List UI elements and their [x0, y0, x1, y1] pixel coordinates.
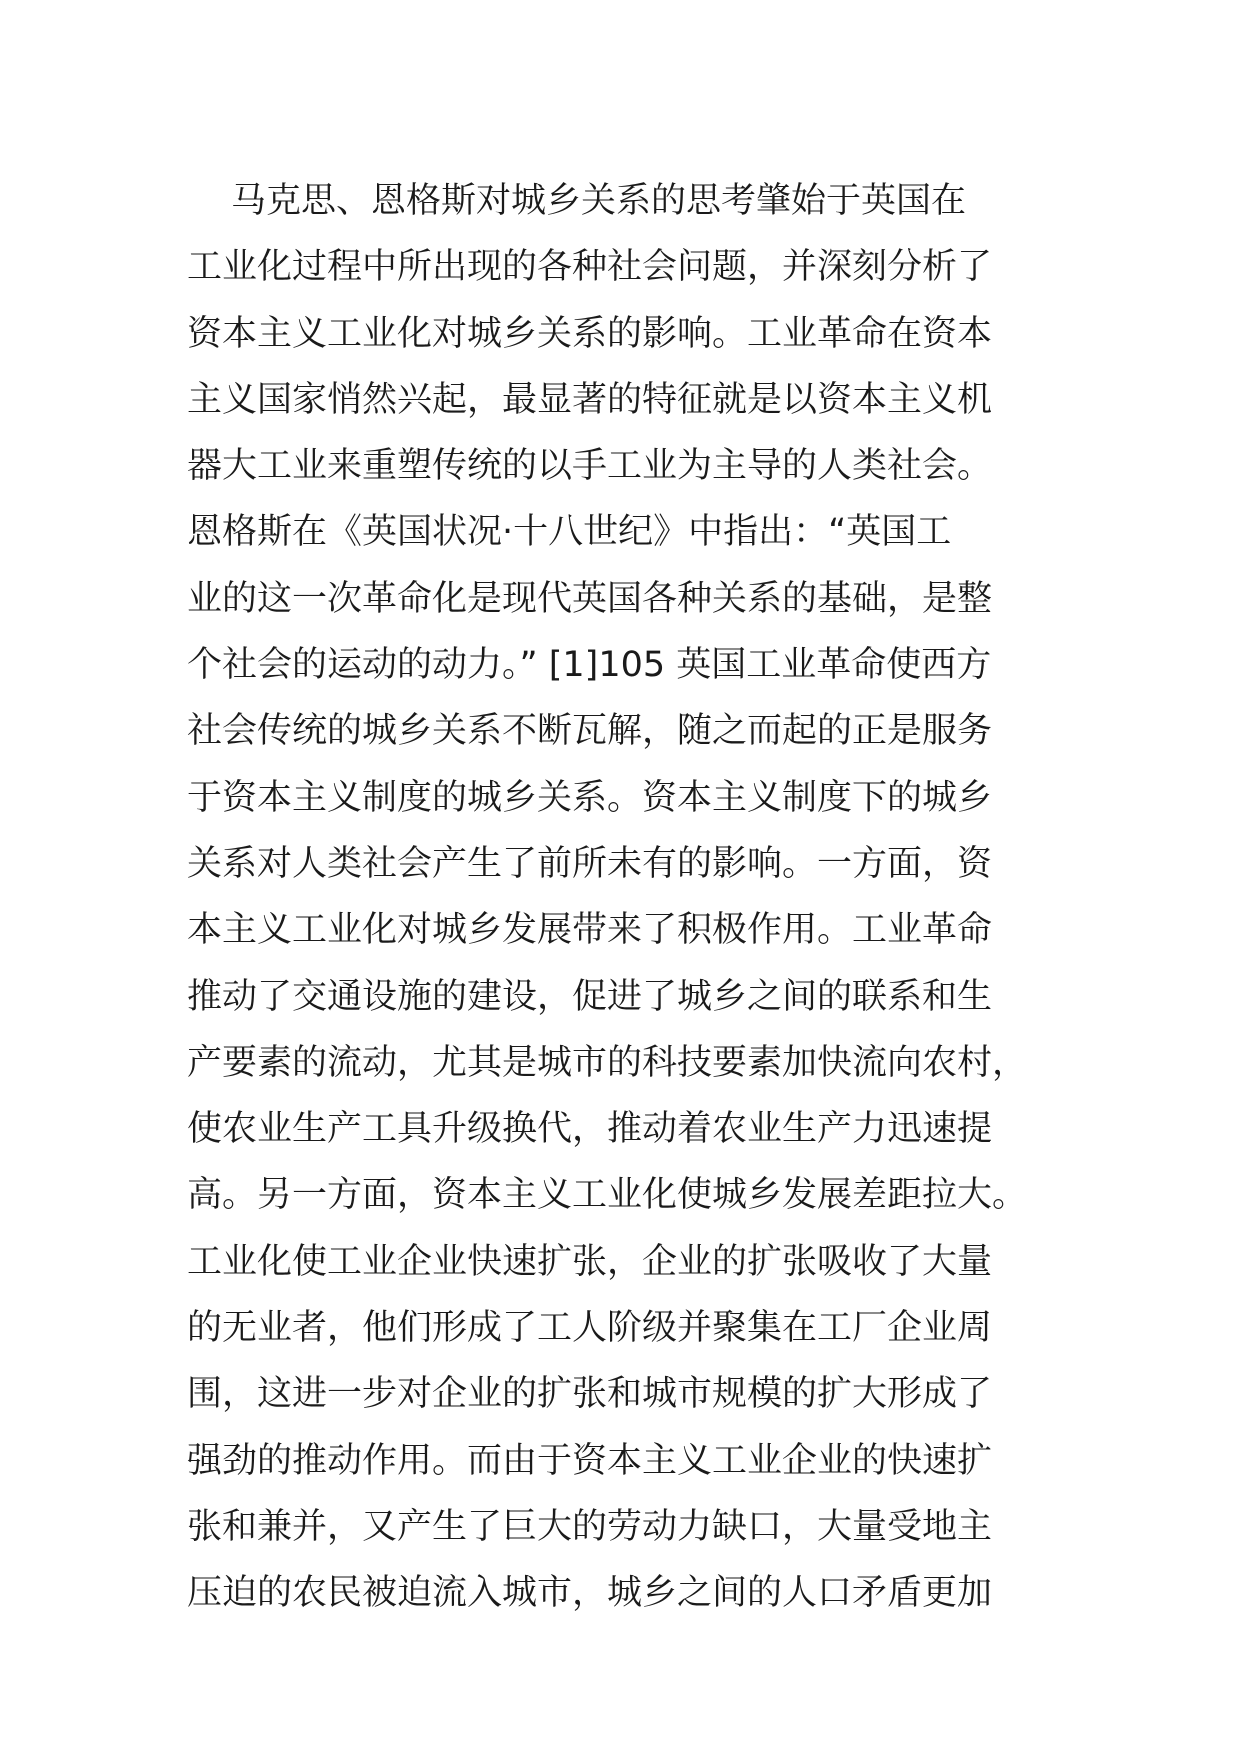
paragraph-line: 资本主义工业化对城乡关系的影响。工业革命在资本	[187, 313, 993, 354]
paragraph-line: 关系对人类社会产生了前所未有的影响。一方面，资	[187, 843, 993, 884]
paragraph-line: 于资本主义制度的城乡关系。资本主义制度下的城乡	[187, 777, 993, 818]
paragraph-line: 高。另一方面，资本主义工业化使城乡发展差距拉大。	[187, 1175, 1028, 1216]
paragraph-line: 使农业生产工具升级换代，推动着农业生产力迅速提	[187, 1109, 993, 1150]
paragraph-line: 马克思、恩格斯对城乡关系的思考肇始于英国在	[231, 181, 967, 221]
paragraph-line: 社会传统的城乡关系不断瓦解，随之而起的正是服务	[187, 711, 993, 752]
paragraph-line: 工业化过程中所出现的各种社会问题，并深刻分析了	[187, 247, 993, 288]
paragraph-line: 推动了交通设施的建设，促进了城乡之间的联系和生	[187, 976, 993, 1017]
paragraph-line: 个社会的运动的动力。” [1]105 英国工业革命使西方	[187, 645, 992, 686]
paragraph-line: 工业化使工业企业快速扩张，企业的扩张吸收了大量	[187, 1241, 993, 1282]
paragraph-line: 主义国家悄然兴起，最显著的特征就是以资本主义机	[187, 379, 993, 420]
paragraph-line: 器大工业来重塑传统的以手工业为主导的人类社会。	[187, 446, 993, 487]
paragraph-line: 业的这一次革命化是现代英国各种关系的基础，是整	[187, 578, 993, 619]
paragraph-line: 恩格斯在《英国状况·十八世纪》中指出：“英国工	[187, 512, 952, 553]
paragraph-line: 的无业者，他们形成了工人阶级并聚集在工厂企业周	[187, 1308, 993, 1349]
paragraph-line: 压迫的农民被迫流入城市，城乡之间的人口矛盾更加	[187, 1573, 993, 1614]
paragraph-line: 本主义工业化对城乡发展带来了积极作用。工业革命	[187, 910, 993, 951]
body-paragraph	[187, 168, 1067, 1627]
paragraph-line: 围，这进一步对企业的扩张和城市规模的扩大形成了	[187, 1374, 993, 1415]
paragraph-line: 产要素的流动，尤其是城市的科技要素加快流向农村，	[187, 1042, 1028, 1083]
paragraph-line: 张和兼并，又产生了巨大的劳动力缺口，大量受地主	[187, 1506, 993, 1547]
paragraph-line: 强劲的推动作用。而由于资本主义工业企业的快速扩	[187, 1440, 993, 1481]
